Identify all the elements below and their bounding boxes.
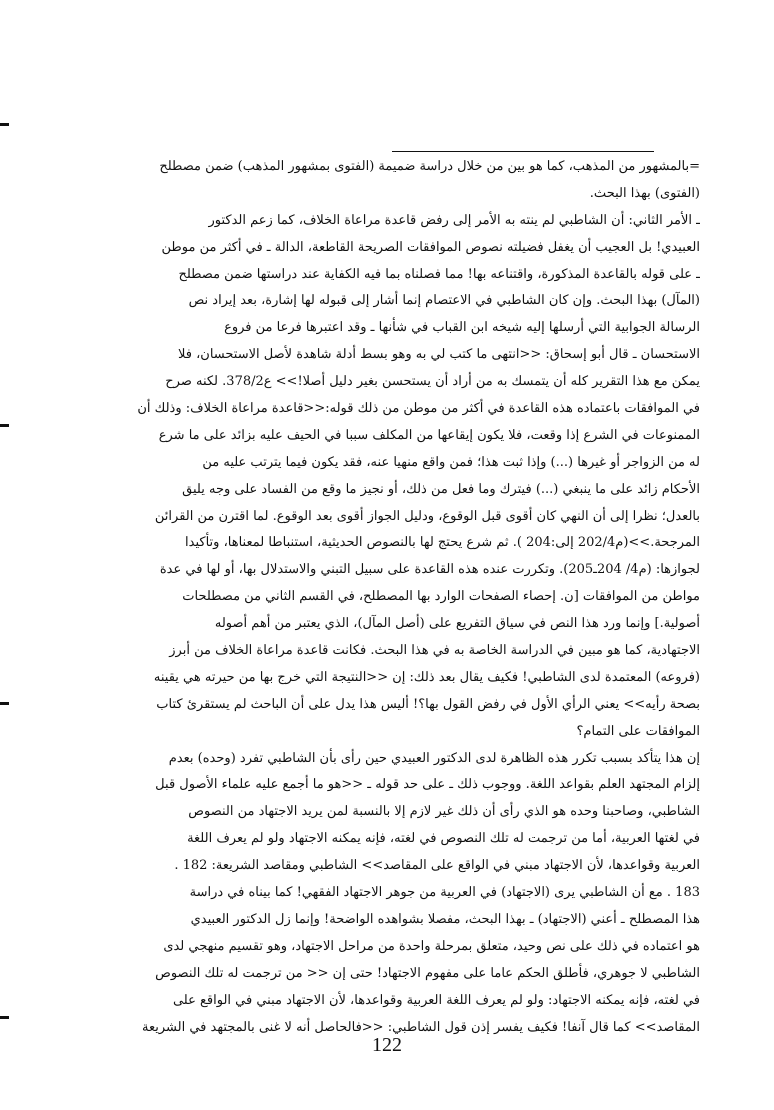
text-line: في لغتها العربية، أما من ترجمت له تلك النصوص في لغته، فإنه يمكنه الاجتهاد ولو لم يعرف اللغة (187, 831, 700, 847)
text-line: إلزام المجتهد العلم بقواعد اللغة. ووجوب ذلك ـ على حد قوله ـ <<هو ما أجمع عليه علماء الأصول قبل (155, 777, 700, 793)
text-line: الاستحسان ـ قال أبو إسحاق: <<انتهى ما كتب لي به وهو بسط أدلة شاهدة لأصل الاستحسان، فلا (178, 347, 700, 363)
text-line: الشاطبي، وصاحبنا وحده هو الذي رأى أن ذلك غير لازم إلا بالنسبة لمن يريد الاجتهاد من النصوص (188, 804, 700, 820)
text-line: بالعدل؛ نظرا إلى أن النهي كان أقوى قبل الوقوع، ودليل الجواز أقوى بعد الوقوع. لما اقترن من القرائن (154, 508, 700, 524)
text-line: المقاصد>> كما قال آنفا! فكيف يفسر إذن قول الشاطبي: <<فالحاصل أنه لا غنى بالمجتهد في الشريعة (142, 1019, 700, 1035)
text-line: يمكن مع هذا التقرير كله أن يتمسك به من أراد أن يستحسن بغير دليل أصلا!>> ع378/2. لكنه صرح (165, 374, 700, 390)
margin-mark (0, 424, 9, 427)
text-line: ـ الأمر الثاني: أن الشاطبي لم ينته به الأمر إلى رفض قاعدة مراعاة الخلاف، كما زعم الدكتور (208, 212, 700, 228)
text-line: العبيدي! بل العجيب أن يغفل فضيلته نصوص الموافقات الصريحة القاطعة، الدالة ـ في أكثر من موطن (161, 239, 700, 255)
text-line: (الفتوى) بهذا البحث. (589, 185, 700, 201)
text-line: بصحة رأيه>> يعني الرأي الأول في رفض القول بها؟! أليس هذا يدل على أن الباحث لم يستقرئ كتاب (156, 696, 700, 712)
text-line: في لغته، فإنه يمكنه الاجتهاد: ولو لم يعرف اللغة العربية وقواعدها، لأن الاجتهاد مبني في الواقع على (172, 992, 700, 1008)
text-line: لجوازها: (م4/ 204ـ205). وتكررت عنده هذه القاعدة على سبيل التبني والاستدلال بها، أو لها في عدة (159, 562, 700, 578)
footnote-separator (392, 151, 654, 152)
text-line: مواطن من الموافقات [ن. إحصاء الصفحات الوارد بها المصطلح، في القسم الثاني من مصطلحات (182, 589, 700, 605)
text-line: (المآل) بهذا البحث. وإن كان الشاطبي في الاعتصام إنما أشار إلى قبوله لها إشارة، بعد إيراد نص (188, 293, 700, 309)
text-line: إن هذا يتأكد بسبب تكرر هذه الظاهرة لدى الدكتور العبيدي حين رأى بأن الشاطبي تفرد (وحده) بعدم (168, 750, 700, 766)
text-line: ـ على قوله بالقاعدة المذكورة، واقتناعه بها! مما فصلناه بما فيه الكفاية عند دراستها ضمن مصطلح (178, 266, 700, 282)
page-number: 122 (372, 1034, 402, 1056)
text-line: =بالمشهور من المذهب، كما هو بين من خلال دراسة ضميمة (الفتوى بمشهور المذهب) ضمن مصطلح (159, 159, 700, 174)
text-line: الأحكام زائد على ما ينبغي (...) فيترك وما فعل من ذلك، أو نجيز ما وقع من الفساد على وجه يليق (182, 481, 700, 497)
text-line: هذا المصطلح ـ أعني (الاجتهاد) ـ بهذا البحث، مفصلا بشواهده الواضحة! وإنما زل الدكتور العبيدي (190, 911, 700, 927)
text-line: العربية وقواعدها، لأن الاجتهاد مبني في الواقع على المقاصد>> الشاطبي ومقاصد الشريعة: 182 . (174, 858, 700, 874)
text-line: الموافقات على التمام؟ (576, 723, 700, 739)
text-line: في الموافقات باعتماده هذه القاعدة في أكثر من موطن من ذلك قوله:<<قاعدة مراعاة الخلاف: وذلك أن (137, 401, 700, 417)
text-line: المرجحة.>>(م202/4 إلى:204 ). ثم شرع يحتج لها بالنصوص الحديثية، استنباطا لمعناها، وتأكيدا (185, 535, 700, 551)
margin-mark (0, 123, 9, 126)
text-line: الشاطبي لا جوهري، فأطلق الحكم عاما على مفهوم الاجتهاد! حتى إن << من ترجمت له تلك النصوص (155, 965, 700, 981)
text-line: هو اعتماده في ذلك على نص وحيد، متعلق بمرحلة واحدة من مراحل الاجتهاد، وهو تقسيم منهجي لدى (163, 938, 700, 954)
text-line: له من الزواجر أو غيرها (...) وإذا ثبت هذا؛ فمن واقع منهيا عنه، فقد يكون فيما يترتب عليه من (202, 454, 700, 470)
margin-mark (0, 1016, 9, 1019)
text-line: أصولية.] وإنما ورد هذا النص في سياق التفريع على (أصل المآل)، الذي يعتبر من أهم أصوله (214, 616, 700, 632)
text-line: 183 . مع أن الشاطبي يرى (الاجتهاد) في العربية من جوهر الاجتهاد الفقهي! كما بيناه في دراسة (189, 885, 700, 901)
text-line: الممنوعات في الشرع إذا وقعت، فلا يكون إيقاعها من المكلف سببا في الحيف عليه بزائد على ما شرع (158, 427, 700, 443)
footnote-text (92, 154, 700, 1041)
text-line: (فروعه) المعتمدة لدى الشاطبي! فكيف يقال بعد ذلك: إن <<النتيجة التي خرج بها من حيرته هي يقينه (153, 669, 700, 685)
text-line: الاجتهادية، كما هو مبين في الدراسة الخاصة به في هذا البحث. فكانت قاعدة مراعاة الخلاف من أبرز (169, 643, 700, 659)
margin-mark (0, 702, 9, 705)
text-line: الرسالة الجوابية التي أرسلها إليه شيخه ابن القباب في شأنها ـ وقد اعتبرها فرعا من فروع (224, 320, 700, 336)
